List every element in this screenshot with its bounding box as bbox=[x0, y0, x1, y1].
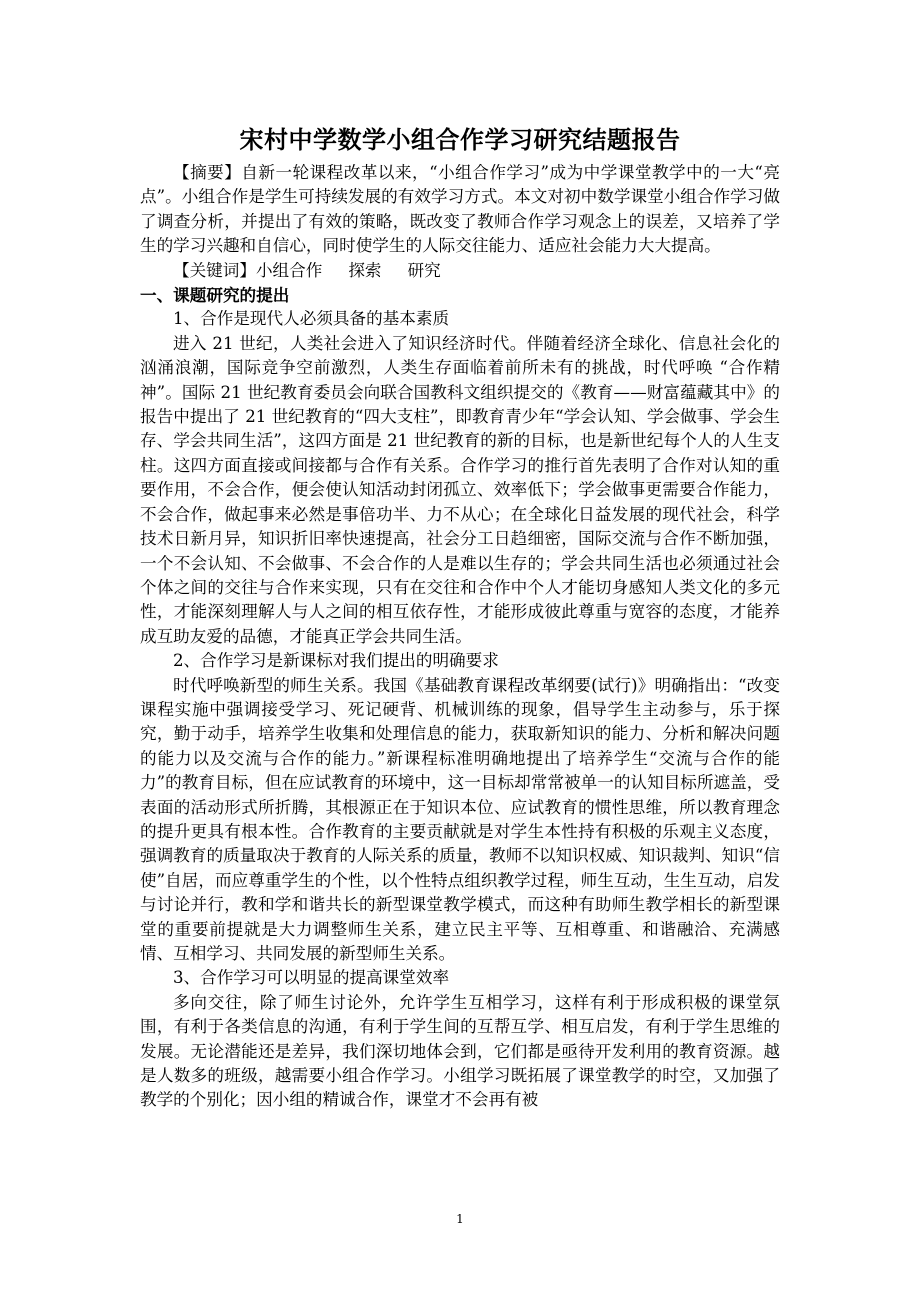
keywords-label: 【关键词】 bbox=[173, 260, 256, 280]
body-paragraph: 多向交往，除了师生讨论外，允许学生互相学习，这样有利于形成积极的课堂氛围，有利于各类信息的沟通，有利于学生间的互帮互学、相互启发，有利于学生思维的发展。无论潜能还是差异，我们深切地体会到，它们都是亟待开发利用的教育资源。越是人数多的班级，越需要小组合作学习。小组学习既拓展了课堂教学的时空，又加强了教学的个别化；因小组的精诚合作，课堂才不会再有被 bbox=[140, 992, 780, 1110]
subsection-heading: 2、合作学习是新课标对我们提出的明确要求 bbox=[173, 651, 499, 671]
subsection-heading: 1、合作是现代人必须具备的基本素质 bbox=[173, 309, 450, 329]
abstract-paragraph: 【摘要】自新一轮课程改革以来，“小组合作学习”成为中学课堂教学中的一大“亮点”。小组合作是学生可持续发展的有效学习方式。本文对初中数学课堂小组合作学习做了调查分析，并提出了有效的策略，既改变了教师合作学习观念上的误差，又培养了学生的学习兴趣和自信心，同时使学生的人际交往能力、适应社会能力大大提高。 bbox=[140, 163, 780, 256]
section-heading: 一、课题研究的提出 bbox=[140, 285, 290, 306]
document-body bbox=[140, 161, 780, 1113]
keyword-item: 小组合作 bbox=[255, 260, 323, 280]
body-paragraph: 时代呼唤新型的师生关系。我国《基础教育课程改革纲要(试行)》明确指出：“改变课程实施中强调接受学习、死记硬背、机械训练的现象，倡导学生主动参与，乐于探究，勤于动手，培养学生收集和处理信息的能力，获取新知识的能力、分析和解决问题的能力以及交流与合作的能力。”新课程标准明确地提出了培养学生“交流与合作的能力”的教育目标，但在应试教育的环境中，这一目标却常常被单一的认知目标所遮盖，受表面的活动形式所折腾，其根源正在于知识本位、应试教育的惯性思维，所以教育理念的提升更具有根本性。合作教育的主要贡献就是对学生本性持有积极的乐观主义态度，强调教育的质量取决于教育的人际关系的质量，教师不以知识权威、知识裁判、知识“信使”自居，而应尊重学生的个性，以个性特点组织教学过程，师生互动，生生互动，启发与讨论并行，教和学和谐共长的新型课堂教学模式，而这种有助师生教学相长的新型课堂的重要前提就是大力调整师生关系，建立民主平等、互相尊重、和谐融洽、充满感情、互相学习、共同发展的新型师生关系。 bbox=[140, 675, 780, 963]
keyword-item: 研究 bbox=[407, 260, 441, 280]
document-title: 宋村中学数学小组合作学习研究结题报告 bbox=[239, 125, 681, 154]
page-number: 1 bbox=[456, 1212, 464, 1226]
body-paragraph: 进入 21 世纪，人类社会进入了知识经济时代。伴随着经济全球化、信息社会化的汹涌浪潮，国际竞争空前激烈，人类生存面临着前所未有的挑战，时代呼唤 “合作精神”。国际 21 世纪教育委员会向联合国教科文组织提交的《教育——财富蕴藏其中》的报告中提出了 21 世纪教育的“四大支柱”，即教育青少年“学会认知、学会做事、学会生存、学会共同生活”，这四方面是 21 世纪教育的新的目标，也是新世纪每个人的人生支柱。这四方面直接或间接都与合作有关系。合作学习的推行首先表明了合作对认知的重要作用，不会合作，便会使认知活动封闭孤立、效率低下；学会做事更需要合作能力，不会合作，做起事来必然是事倍功半、力不从心；在全球化日益发展的现代社会，科学技术日新月异，知识折旧率快速提高，社会分工日趋细密，国际交流与合作不断加强，一个不会认知、不会做事、不会合作的人是难以生存的；学会共同生活也必须通过社会个体之间的交往与合作来实现，只有在交往和合作中个人才能切身感知人类文化的多元性，才能深刻理解人与人之间的相互依存性，才能形成彼此尊重与宽容的态度，才能养成互助友爱的品德，才能真正学会共同生活。 bbox=[140, 333, 780, 646]
subsection-heading: 3、合作学习可以明显的提高课堂效率 bbox=[173, 968, 450, 988]
document-page bbox=[140, 0, 780, 1302]
keyword-item: 探索 bbox=[348, 260, 382, 280]
keywords-line bbox=[140, 259, 780, 283]
